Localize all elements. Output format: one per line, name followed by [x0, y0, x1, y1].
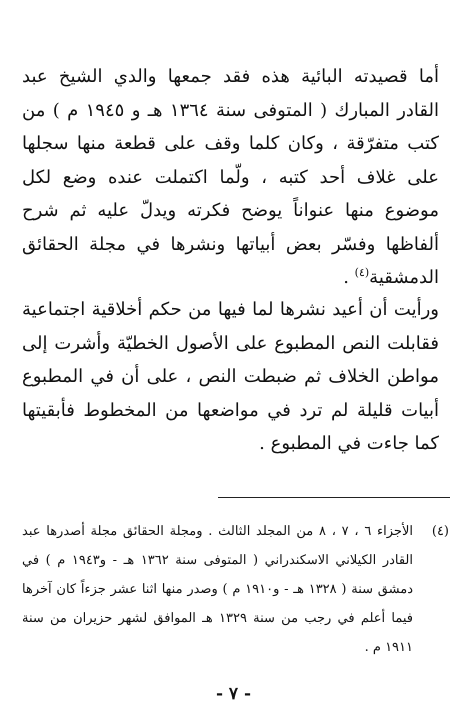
body-paragraph-1: [22, 60, 439, 295]
footnote-number: (٤): [431, 524, 449, 539]
footnote-reference: (٤): [354, 266, 370, 279]
page-number: - ٧ -: [215, 684, 252, 704]
footnote-text: الأجزاء ٦ ، ٧ ، ٨ من المجلد الثالث . ومجلة الحقائق مجلة أصدرها عبد القادر الكيلاني الاسكندراني ( المتوفى سنة ١٣٦٢ هـ - و١٩٤٣ م ) في دمشق سنة ( ١٣٢٨ هـ - و١٩١٠ م ) وصدر منها اثنا عشر جزءاً كان آخرها فيما أعلم في رجب من سنة ١٣٢٩ هـ الموافق لشهر حزيران من سنة ١٩١١ م .: [22, 524, 413, 655]
footnote: [22, 517, 449, 662]
paragraph-1-text: أما قصيدته البائية هذه فقد جمعها والدي الشيخ عبد القادر المبارك ( المتوفى سنة ١٣٦٤ هـ و ١٩٤٥ م ) من كتب متفرّقة ، وكان كلما وقف على قطعة منها سجلها على غلاف أحد كتبه ، ولّما اكتملت عنده وضع لكل موضوع منها عنواناً يوضح فكرته ويدلّ عليه ثم شرح ألفاظها وفسّر بعض أبياتها ونشرها في مجلة الحقائق الدمشقية: [22, 66, 439, 288]
body-paragraph-2: ورأيت أن أعيد نشرها لما فيها من حكم أخلاقية اجتماعية فقابلت النص المطبوع على الأصول الخطيّة وأشرت إلى مواطن الخلاف ثم ضبطت النص ، على أن في المطبوع أبيات قليلة لم ترد في مواضعها من المخطوط فأبقيتها كما جاءت في المطبوع .: [22, 299, 439, 454]
paragraph-1-end: .: [343, 267, 355, 288]
footnote-divider: [218, 497, 450, 498]
